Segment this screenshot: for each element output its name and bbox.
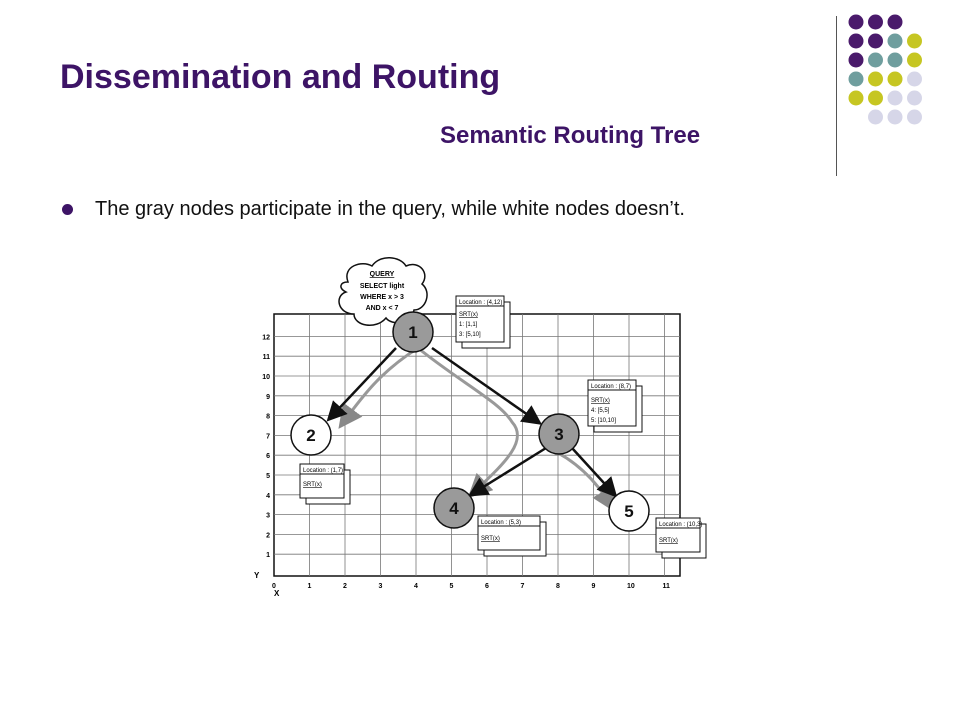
info-box-location: Location : (4,12) xyxy=(459,300,503,306)
node-label: 3 xyxy=(554,425,564,444)
info-box-node-1 xyxy=(456,296,510,348)
y-tick-label: 4 xyxy=(266,492,270,500)
x-tick-label: 1 xyxy=(307,583,312,590)
y-tick-label: 8 xyxy=(266,413,270,421)
y-tick-label: 7 xyxy=(266,433,270,441)
info-box-node-2 xyxy=(300,464,350,504)
decor-dot xyxy=(868,110,883,125)
bullet-item xyxy=(62,198,685,221)
info-box-location: Location : (1,7) xyxy=(303,468,344,474)
y-tick-label: 2 xyxy=(266,532,270,540)
decor-dot xyxy=(868,15,883,30)
info-box-entry: 3: [5,10] xyxy=(459,332,481,338)
info-box-location: Location : (8,7) xyxy=(591,384,632,390)
tree-node-1 xyxy=(393,312,433,352)
info-box-srt-title: SRT(x) xyxy=(459,312,478,318)
y-axis-label: Y xyxy=(254,571,260,580)
decor-dot xyxy=(907,53,922,68)
y-tick-label: 12 xyxy=(262,334,270,342)
info-box-srt-title: SRT(x) xyxy=(303,482,322,488)
decorative-dot-grid xyxy=(0,0,960,200)
decor-dot xyxy=(907,91,922,106)
node-label: 5 xyxy=(624,502,634,521)
x-tick-label: 0 xyxy=(272,583,276,590)
decor-dot xyxy=(868,91,883,106)
query-select: SELECT light xyxy=(359,283,405,290)
decor-dot xyxy=(868,34,883,49)
y-tick-label: 5 xyxy=(266,473,270,480)
x-axis-label: X xyxy=(274,589,280,597)
node-label: 4 xyxy=(449,499,459,518)
tree-node-2 xyxy=(291,415,331,455)
query-where: WHERE x > 3 xyxy=(360,294,404,301)
y-tick-label: 3 xyxy=(266,512,270,520)
tree-node-3 xyxy=(539,414,579,454)
decor-dot xyxy=(849,91,864,106)
decor-dot xyxy=(849,53,864,68)
tree-node-5 xyxy=(609,491,649,531)
x-tick-label: 9 xyxy=(591,583,596,590)
decor-dot xyxy=(868,53,883,68)
decor-dot xyxy=(888,72,903,87)
decor-dot xyxy=(888,91,903,106)
x-tick-label: 10 xyxy=(627,583,635,590)
info-box-entry: 5: [10,10] xyxy=(591,418,617,424)
decor-dot xyxy=(907,72,922,87)
semantic-routing-tree-diagram xyxy=(250,252,710,597)
y-tick-label: 9 xyxy=(266,393,270,401)
info-box-entry: 1: [1,1] xyxy=(459,322,478,328)
x-tick-label: 2 xyxy=(343,583,347,590)
x-tick-label: 8 xyxy=(556,583,560,590)
info-box-node-5 xyxy=(656,518,706,558)
info-box-srt-title: SRT(x) xyxy=(659,538,678,544)
decor-dot xyxy=(849,72,864,87)
y-tick-label: 10 xyxy=(262,374,270,381)
info-box-entry: 4: [5,5] xyxy=(591,408,610,414)
decor-dot xyxy=(907,34,922,49)
decor-dot xyxy=(907,110,922,125)
info-box-node-3 xyxy=(588,380,642,432)
coordinate-grid xyxy=(274,314,680,576)
tree-node-4 xyxy=(434,488,474,528)
decor-dot xyxy=(888,110,903,125)
node-label: 1 xyxy=(408,323,418,342)
y-tick-label: 11 xyxy=(262,354,270,362)
node-label: 2 xyxy=(306,426,316,445)
query-heading: QUERY xyxy=(369,271,395,278)
decor-dot xyxy=(888,15,903,30)
plot-area-frame xyxy=(274,314,680,576)
x-tick-label: 11 xyxy=(662,583,670,590)
info-box-srt-title: SRT(x) xyxy=(591,398,610,404)
y-tick-label: 1 xyxy=(266,552,270,560)
query-and: AND x < 7 xyxy=(365,305,399,312)
decor-dot xyxy=(849,34,864,49)
bullet-icon xyxy=(62,204,73,215)
y-tick-label: 6 xyxy=(266,453,270,461)
x-tick-label: 5 xyxy=(449,583,454,590)
bullet-text: The gray nodes participate in the query, while white nodes doesn’t. xyxy=(95,198,685,220)
x-tick-label: 7 xyxy=(520,583,525,590)
x-tick-label: 6 xyxy=(485,583,489,590)
info-box-srt-title: SRT(x) xyxy=(481,536,500,542)
x-tick-label: 3 xyxy=(378,583,383,590)
decor-dot xyxy=(868,72,883,87)
slide-title: Dissemination and Routing xyxy=(60,58,501,96)
x-tick-label: 4 xyxy=(414,583,418,590)
slide-subtitle: Semantic Routing Tree xyxy=(440,122,701,149)
info-box-node-4 xyxy=(478,516,546,556)
decor-dot xyxy=(849,15,864,30)
info-box-location: Location : (5,3) xyxy=(481,520,522,526)
decor-dot xyxy=(888,34,903,49)
decor-dot xyxy=(888,53,903,68)
info-box-location: Location : (10,3) xyxy=(659,522,703,528)
